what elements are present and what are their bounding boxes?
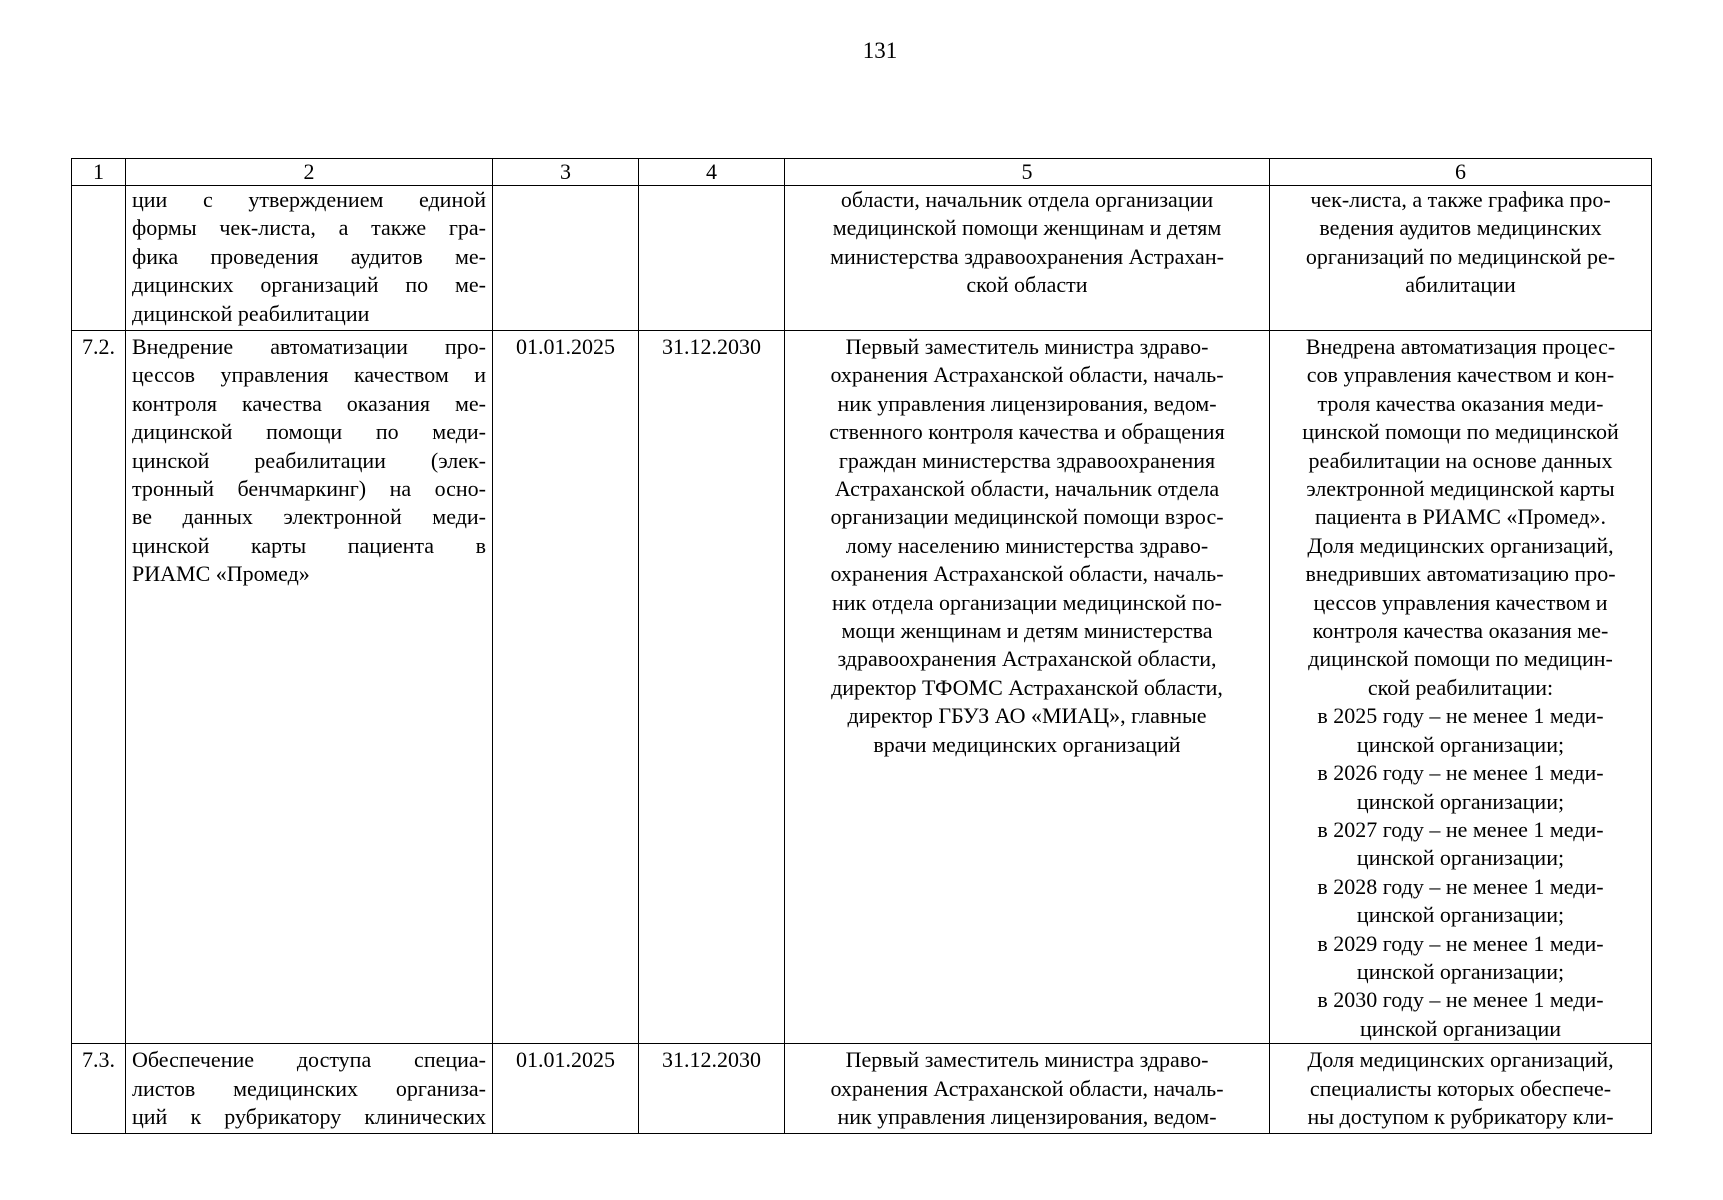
text-line: цессов управления качеством и (1313, 589, 1608, 615)
text-line: ской реабилитации: (1367, 674, 1554, 700)
text-line: ник управления лицензирования, ведом- (837, 1103, 1217, 1129)
text-line: Доля медицинских организаций, (1307, 1047, 1614, 1073)
text-line: дицинской реабилитации (132, 300, 370, 326)
text-line: ведения аудитов медицинских (1319, 215, 1602, 241)
table-row (72, 331, 1652, 1044)
end-date: 31.12.2030 (639, 331, 785, 1044)
text-line: в 2025 году – не менее 1 меди- (1317, 703, 1604, 729)
start-date: 01.01.2025 (493, 331, 639, 1044)
measure-description (126, 186, 493, 331)
text-line: ций к рубрикатору клинических (132, 1103, 486, 1129)
text-line: контроля качества оказания ме- (132, 390, 486, 416)
text-line: цинской организации; (1356, 788, 1565, 814)
text-line: цинской карты пациента в (132, 532, 486, 558)
text-line: ственного контроля качества и обращения (829, 419, 1225, 445)
text-line: ник управления лицензирования, ведом- (837, 390, 1217, 416)
text-line: министерства здравоохранения Астрахан- (830, 243, 1224, 269)
responsible-persons (785, 1044, 1270, 1134)
text-line: сов управления качеством и кон- (1306, 362, 1615, 388)
text-line: директор ТФОМС Астраханской области, (831, 674, 1223, 700)
column-header: 1 (72, 159, 126, 186)
text-line: РИАМС «Промед» (132, 561, 310, 587)
text-line: контроля качества оказания ме- (1312, 618, 1609, 644)
expected-result (1270, 186, 1652, 331)
text-line: троля качества оказания меди- (1317, 390, 1604, 416)
text-line: директор ГБУЗ АО «МИАЦ», главные (847, 703, 1207, 729)
text-line: Внедрение автоматизации про- (132, 334, 486, 359)
column-header: 4 (639, 159, 785, 186)
text-line: организаций по медицинской ре- (1305, 243, 1616, 269)
text-line: в 2029 году – не менее 1 меди- (1317, 930, 1604, 956)
text-line: в 2026 году – не менее 1 меди- (1317, 760, 1604, 786)
table-row (72, 186, 1652, 331)
text-line: пациента в РИАМС «Промед». (1315, 504, 1606, 530)
text-line: Обеспечение доступа специа- (132, 1047, 486, 1073)
text-line: тронный бенчмаркинг) на осно- (132, 476, 486, 502)
text-line: цинской организации (1359, 1015, 1562, 1041)
text-line: цессов управления качеством и (132, 362, 486, 388)
text-line: охранения Астраханской области, началь- (830, 561, 1224, 587)
text-line: Астраханской области, начальник отдела (834, 476, 1220, 502)
table-row (72, 1044, 1652, 1134)
text-line: Первый заместитель министра здраво- (845, 334, 1209, 359)
text-line: в 2028 году – не менее 1 меди- (1317, 873, 1604, 899)
text-line: граждан министерства здравоохранения (838, 447, 1216, 473)
text-line: чек-листа, а также графика про- (1310, 187, 1611, 212)
text-line: ской области (966, 272, 1088, 298)
text-line: ве данных электронной меди- (132, 504, 486, 530)
page-number: 131 (862, 38, 898, 63)
end-date (639, 186, 785, 331)
text-line: охранения Астраханской области, началь- (830, 1075, 1224, 1101)
text-line: цинской реабилитации (элек- (132, 447, 486, 473)
expected-result (1270, 331, 1652, 1044)
text-line: формы чек-листа, а также гра- (132, 215, 486, 241)
text-line: ции с утверждением единой (132, 187, 486, 212)
end-date: 31.12.2030 (639, 1044, 785, 1134)
text-line: области, начальник отдела организации (840, 187, 1214, 212)
text-line: в 2030 году – не менее 1 меди- (1317, 987, 1604, 1013)
column-header: 2 (126, 159, 493, 186)
row-number (72, 186, 126, 331)
text-line: специалисты которых обеспече- (1309, 1075, 1612, 1101)
text-line: мощи женщинам и детям министерства (841, 618, 1213, 644)
column-header: 3 (493, 159, 639, 186)
expected-result (1270, 1044, 1652, 1134)
responsible-persons (785, 331, 1270, 1044)
text-line: здравоохранения Астраханской области, (837, 646, 1217, 672)
text-line: ны доступом к рубрикатору кли- (1307, 1103, 1614, 1129)
text-line: ник отдела организации медицинской по- (832, 589, 1222, 615)
text-line: внедривших автоматизацию про- (1305, 561, 1616, 587)
text-line: дицинской помощи по меди- (132, 419, 486, 445)
start-date: 01.01.2025 (493, 1044, 639, 1134)
text-line: лому населению министерства здраво- (845, 532, 1209, 558)
text-line: дицинских организаций по ме- (132, 272, 486, 298)
measure-description (126, 1044, 493, 1134)
text-line: Доля медицинских организаций, (1307, 532, 1614, 558)
row-number: 7.2. (72, 331, 126, 1044)
start-date (493, 186, 639, 331)
text-line: цинской организации; (1356, 845, 1565, 871)
text-line: листов медицинских организа- (132, 1075, 486, 1101)
text-line: цинской организации; (1356, 958, 1565, 984)
text-line: цинской организации; (1356, 902, 1565, 928)
column-header: 5 (785, 159, 1270, 186)
text-line: цинской помощи по медицинской (1302, 419, 1619, 445)
text-line: реабилитации на основе данных (1308, 447, 1613, 473)
text-line: организации медицинской помощи взрос- (830, 504, 1224, 530)
responsible-persons (785, 186, 1270, 331)
text-line: врачи медицинских организаций (873, 731, 1181, 757)
text-line: фика проведения аудитов ме- (132, 243, 486, 269)
text-line: цинской организации; (1356, 731, 1565, 757)
text-line: дицинской помощи по медицин- (1308, 646, 1613, 672)
text-line: в 2027 году – не менее 1 меди- (1317, 816, 1604, 842)
text-line: Первый заместитель министра здраво- (845, 1047, 1209, 1073)
text-line: электронной медицинской карты (1306, 476, 1615, 502)
measure-description (126, 331, 493, 1044)
text-line: охранения Астраханской области, началь- (830, 362, 1224, 388)
row-number: 7.3. (72, 1044, 126, 1134)
text-line: абилитации (1405, 272, 1516, 298)
text-line: медицинской помощи женщинам и детям (832, 215, 1222, 241)
table-header-row (72, 159, 1652, 186)
column-header: 6 (1270, 159, 1652, 186)
measures-table (71, 158, 1652, 1134)
text-line: Внедрена автоматизация процес- (1305, 334, 1616, 359)
